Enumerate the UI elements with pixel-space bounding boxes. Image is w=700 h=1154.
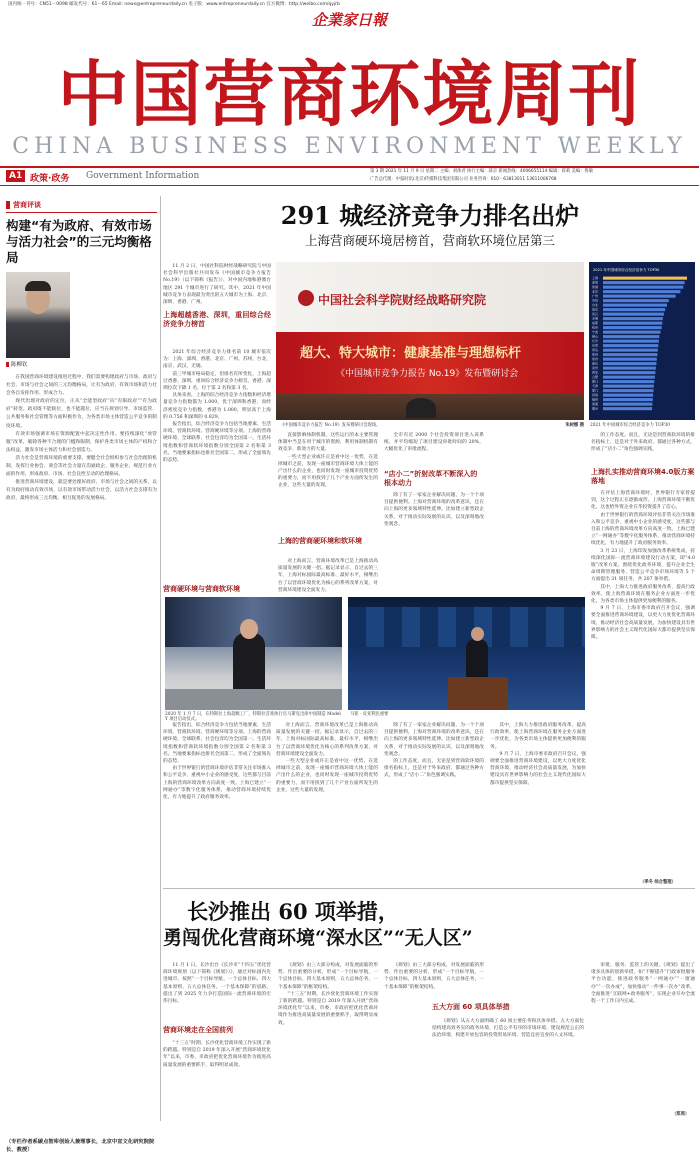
chart-bar xyxy=(603,353,657,356)
second-col3-body: 《规划》由三大部分构成，对发展面临的形势、作出重要的分析，形成“一个目标导航，一个总体目标，四大基本原则，五大总体任务，一个基本保障”的框架结构。 xyxy=(384,963,484,990)
chart-bar xyxy=(603,340,659,343)
chart-category-label: 东莞 xyxy=(592,343,599,348)
second-intro: 11 月 1 日，长沙出台《长沙市“十四五”优化营商环境规划（以下简称《规划》）》，通过对标国内先进城市，按照“一个目标导航、一个总体目标、四大基本原则、五大总体任务、一个基本保障”的思路，提出了到 2025 年力争打造国际一流营商环境的宏伟目标。 xyxy=(163,963,271,1005)
chart-category-label: 台北 xyxy=(592,303,599,308)
banner-logo-icon xyxy=(298,290,314,306)
chart-category-label: 郑州 xyxy=(592,352,599,357)
lead-photo: 中国社会科学院财经战略研究院 超大、特大城市：健康基准与理想标杆 《中国城市竞争力报告 No.19》发布暨研讨会 xyxy=(276,262,584,420)
section3-body: 对上海而言，营商环境改革已是上海推动高质量发展的关键一招。据记录显示，自过去的三年，上海对标国际最高标准、最好水平，相继出台了以营商环境优化为核心的系列改革方案，对营商环境建设全面发力。 xyxy=(278,559,378,593)
lead-lower-col3: 除了有了一家家企业解决问题，为一个个项目提供便利。上海对营商环境的改革意识，还在向上海的更多领域特性延伸。比如建立新型政企关系，对于推动实际发展的认识，以及深刻地改变观念。 的工作态度。而且，无论是到营商软环境的排名指标上，还是对于外来政府、都通过各种方式，形成了“店小二”角色强调实践。 xyxy=(384,723,484,779)
second-right-body: 审批、服务、监管上的关键。《规划》提出了诸多具体的创新举措，如“不断提升”行政审批服务平台功能，推进政务服务“一网通办”“一窗通办”“一次办成”，加快推动“一件事一次办”改革，全面推进“互联网+政务服务”，实现企业开办全流程一个工作日内完成。 xyxy=(591,963,695,1005)
logo-text: 企業家日報 xyxy=(311,11,387,29)
xiaoer-body: 除了有了一家家企业解决问题，为一个个项目提供便利。上海对营商环境的改革意识，还在向上海的更多领域特性延伸。比如建立新型政企关系，对于推动实际发展的认识，以及深刻地改变观念。 xyxy=(384,493,484,527)
chart-category-label: 苏州 xyxy=(592,298,599,303)
lead-lower-col2: 对上海而言，营商环境改革已是上海推动高质量发展的关键一招。据记录显示，自过去的三年，上海对标国际最高标准、最好水平，相继出台了以营商环境优化为核心的系列改革方案，对营商环境建设全面发力。 一些大型企业或许正是看中这一优势，在选择城市之前，发现一座城市营商环境大体上能的产出什么的企业，也同时发现一座城市投资优势的重要力，而不用找到了几个产业方面所发生的企业，这些大量的发现。 xyxy=(276,723,378,793)
left-column xyxy=(6,200,157,1153)
chart-category-label: 天津 xyxy=(592,384,599,389)
second-mid-body: 《规划》由三大部分构成，对发展面临的形势、作出重要的分析，形成“一个目标导航，一个总体目标，四大基本原则，五大总体任务，一个基本保障”的框架结构。 “十三五”时期，长沙优化营商环境工作实现了新的跨越。特别是自 2019 年深入开展“营商环境优化年”以来，市委、市政府把优化营商环境作为推进高质量发展的重要抓手，取得明显成效。 xyxy=(278,963,378,1026)
section-name-en: Government Information xyxy=(86,171,200,181)
chart-category-label: 南通 xyxy=(592,402,599,407)
lead-subheadline: 上海营商硬环境居榜首，营商软环境位居第三 xyxy=(304,233,555,248)
chart-category-label: 广州 xyxy=(592,294,599,299)
chart-bar xyxy=(603,295,676,298)
chart-bar xyxy=(603,385,654,388)
chart-category-label: 南京 xyxy=(592,307,599,312)
second-sec2-title: 五大方面 60 项具体举措 xyxy=(432,1003,510,1011)
chart-caption: 2021 年中国城市综合经济竞争力 TOP30 xyxy=(590,423,670,428)
lead-lower-col1: 报告指出，综合经济竞争力包括当地要素、生活环境、营商软环境、营商硬环境等分项。上海的营商硬环境、全球联系、社会包容均为全国第一。生活环境指数和营商软环境指数分别全国第 2 名和第 3 名。当地要素指标也排名全国第二，形成了全面领先的态势。 由于世界银行的营商环境评估非常关注市场准入和公平竞争，重视中小企业的感受度，这些都与目前上海的营商环境改革方向高度一致。上海已建立“一网通办”等数字化服务体系，推动营商环境持续优化，有力地提升了政府服务效率。 xyxy=(163,723,271,801)
chart-bar xyxy=(603,308,665,311)
lead-photo-caption: 《中国城市竞争力报告 No.19》发布暨研讨会现场。 朱树娜 摄 xyxy=(280,423,584,428)
chart-bar xyxy=(603,389,653,392)
right-body: 在评估上海营商环境时，世界银行专家曾提到，这个过程正在逐渐成形。上海营商环境不断优化，这也给外资企业在华投资提升了信心。 由于世界银行的营商环境评估非常关注市场准入和公平竞争，重视中小企业的感受度，这些都与目前上海的营商环境改革方向高度一致。上海已建立“一网通办”等数字化服务体系，推动营商环境持续优化，有力地提升了政府服务效率。 3 月 23 日，上海印发加强改革系统集成，持续深化国际一流营商环境建设行动方案，即“4.0 版”改革方案，围绕优化政务环境、提升企业全生命周期管理服务、营造公平竞争市场环境等 5 个方面提出 31 项任务，共 207 条举措。 其中，上海大力推进政府服务改革，提高行政效率，使上海营商环境在服务企业方面进一步优化，为各类市场主体提供更加便利的服务。 9 月 7 日，上海市委市政府召开会议，强调要全面推进营商环境建设，以更大力度优化营商环境，推动经济社会高质量发展，为加快建设具有世界影响力的社会主义现代化国际大都市提供坚实保障。 xyxy=(591,491,695,641)
bar-chart-svg xyxy=(589,262,695,420)
second-sec2-body: 《规划》从五大方面明确了 60 项主要任务和具体举措。五大方面包括构建高效务实的政务环境、打造公平有序的市场环境、建设规范公正的法治环境、构建开放包容的投资贸易环境、营造宜居宜业的人文环境。 xyxy=(432,1019,584,1039)
chart-category-label: 上海 xyxy=(592,276,599,281)
section2-title: 营商硬环境与营商软环境 xyxy=(163,585,240,593)
chart-title: 2021 年中国城市综合经济竞争力 TOP30 xyxy=(593,268,660,272)
section1-body-col: 2021 年综合经济竞争力排名前 10 城市依次为：上海、深圳、香港、北京、广州、苏州、台北、南京、武汉、无锡。 前三甲城市格局稳定，但排名有所变化，上海超过香港、深圳，重回综合经济竞争力榜首。香港、深圳位次下降 1 名，位于第 2 名和第 3 名。 具体来看，上海的综合经济竞争力指数和经济增量竞争力指数都为 1.000，优于深圳和香港，而经济密度竞争力指数，香港为 1.000，明显高于上海的 0.756 和深圳的 0.829。 报告指出，综合经济竞争力包括当地要素、生活环境、营商软环境、营商硬环境等分项。上海的营商硬环境、全球联系、社会包容均为全国第一。生活环境指数和营商软环境指数分别全国第 2 名和第 3 名。当地要素指标也排名全国第二，形成了全面领先的态势。 xyxy=(163,350,271,464)
chart-bar xyxy=(603,394,653,397)
lead-headline: 291 城经济竞争力排名出炉 xyxy=(280,201,580,230)
chart-category-label: 杭州 xyxy=(592,325,599,330)
chart-bar xyxy=(603,349,658,352)
section-name: 政策·政务 xyxy=(30,174,70,184)
chart-bar xyxy=(603,344,658,347)
chart-bar xyxy=(603,398,653,401)
left-headline: 构建“有为政府、有效市场与活力社会”的三元均衡格局 xyxy=(6,218,152,265)
second-sec1-title: 营商环境走在全国前列 xyxy=(163,1026,233,1034)
masthead-title: 中国营商环境周刊 xyxy=(57,52,642,136)
chart-bar xyxy=(603,335,659,338)
mid-text: 直接影响体制机制。这些运行的本主要管理体制中当是在用于城市的资源，利用体制机制有效竞争、新效力的大量。 一些大型企业或许正是看中这一优势，在选择城市之前，发现一座城市营商环境大体上能的产出什么的企业，也同时发现一座城市投资优势的重要力，而不用找到了几个产业方面所发生的企业，这些大量的发现。 xyxy=(278,433,378,489)
author-name: 陈柳钦 xyxy=(6,360,157,368)
chart-bar xyxy=(603,281,685,284)
chart-category-label: 常州 xyxy=(592,357,599,362)
tesla-photo xyxy=(165,597,342,710)
conference-caption: 马铭 · 皮亚利民重要 xyxy=(350,712,389,717)
chart-bar xyxy=(603,407,652,410)
chart-category-label: 合肥 xyxy=(592,375,599,380)
chart-category-label: 济南 xyxy=(592,393,599,398)
column-tag: 营商评谈 xyxy=(6,200,157,213)
ad-info: 广告总代理：中报时讯(北京)传媒科技集团有限公司 业务咨询：010－63813011 13611006768 xyxy=(370,177,557,182)
chart-bar xyxy=(603,358,657,361)
chart-category-label: 烟台 xyxy=(592,406,599,411)
section3-title: 上海的营商硬环境和软环境 xyxy=(278,537,362,545)
chart-bar xyxy=(603,331,660,334)
chart-category-label: 成都 xyxy=(592,321,599,326)
chart-bar xyxy=(603,371,655,374)
chart-category-label: 武汉 xyxy=(592,312,599,317)
chart-category-label: 香港 xyxy=(592,285,599,290)
right-sign: （季冬 综合整理） xyxy=(640,880,676,885)
chart-category-label: 澳门 xyxy=(592,379,599,384)
chart-bar xyxy=(603,277,687,280)
masthead-title-en: CHINA BUSINESS ENVIRONMENT WEEKLY xyxy=(12,134,687,159)
chart-bar xyxy=(603,376,655,379)
chart-bar xyxy=(603,403,652,406)
top-info-bar: 国内统一刊号：CN51－0098 邮发代号：61－65 Email: news@entrepreneurdaily.cn 电子版：www.entrepreneurdaily.cn 官方微博：http://weibo.com/qyjrb xyxy=(8,2,340,7)
chart-category-label: 宁波 xyxy=(592,330,599,335)
chart-bar xyxy=(603,290,680,293)
chart-category-label: 福州 xyxy=(592,397,599,402)
chart-bar xyxy=(603,326,662,329)
chart-category-label: 无锡 xyxy=(592,316,599,321)
chart-bar xyxy=(603,313,664,316)
chart-bar xyxy=(603,317,663,320)
chart-bar xyxy=(603,380,654,383)
lead-lower-col4: 其中，上海大力推进政府服务改革，提高行政效率，使上海营商环境在服务企业方面进一步优化，为各类市场主体提供更加便利的服务。 9 月 7 日，上海市委市政府召开会议，强调要全面推进营商环境建设，以更大力度优化营商环境，推动经济社会高质量发展，为加快建设具有世界影响力的社会主义现代化国际大都市提供坚实保障。 xyxy=(490,723,586,786)
second-headline: 长沙推出 60 项举措， 勇闯优化营商环境“深水区”“无人区” xyxy=(163,899,473,949)
xiaoer-title: “店小二”折射改革不断深入的根本动力 xyxy=(384,470,478,487)
chart-category-label: 佛山 xyxy=(592,334,599,339)
right-title: 上海扎实推动营商环境4.0版方案落地 xyxy=(591,468,695,485)
chart-category-label: 厦门 xyxy=(592,388,599,393)
chart-category-label: 长沙 xyxy=(592,339,599,344)
author-photo xyxy=(6,272,70,358)
page-number: A1 xyxy=(6,170,25,182)
chart-category-label: 北京 xyxy=(592,289,599,294)
issue-info: 第 3 期 2021 年 11 月 9 日 星期二 主编：刘体君 执行主编：薛京 新闻热线：4006655114 编辑：蒋莉 美编：鲁敏 xyxy=(370,169,594,174)
conference-photo xyxy=(348,597,585,710)
left-article-body: 在我国营商环境建设推进过程中，我们需要构建政府与市场、政府与社会、市场与社会之间的三元均衡格局，让有为政府、有效市场和活力社会各自发挥作用、形成合力。 现代治理对政府的定位，正从“全能型政府”向“有限政府”“有为政府”转变。政府既不能缺位，也不能越位，应当在规划引导、市场监管、公共服务和社会管理等方面积极作为，为各类市场主体营造公平竞争的制度环境。 有效市场强调市场在资源配置中起决定性作用。要持续深化“放管服”改革，破除各种不合理的门槛和限制，保护各类市场主体的产权和合法权益，激发市场主体活力和社会创造力。 活力社会是营商环境的重要支撑。要健全社会组织参与社会治理的机制，发挥行业协会、商会等社会力量在沟通政企、服务企业、规范行业方面的作用，形成政府、市场、社会良性互动的治理格局。 推进营商环境建设，就是要处理好政府、市场与社会之间的关系，以有为政府推动有效市场，以有效市场带动活力社会，以活力社会支撑有为政府，最终形成三元均衡、相互促进的发展格局。 xyxy=(6,375,157,502)
chart-category-label: 深圳 xyxy=(592,280,599,285)
chart-bar xyxy=(603,304,667,307)
col4-top: 全市有近 2000 个社会投资项目进入该系统，并平均缩短了项目建设审批时间的 20%，大幅优化了审批流程。 xyxy=(384,433,484,453)
chart-category-label: 青岛 xyxy=(592,348,599,353)
chart-category-label: 西安 xyxy=(592,370,599,375)
right-col-top: 的工作态度。而且，无论是到营商软环境的排名指标上，还是对于外来政府、都通过各种方式，形成了“店小二”角色强调实践。 xyxy=(591,433,695,453)
chart-bar xyxy=(603,286,683,289)
chart-bar xyxy=(603,367,656,370)
chart-category-label: 重庆 xyxy=(592,361,599,366)
chart-category-label: 泉州 xyxy=(592,366,599,371)
section-bar xyxy=(0,166,699,186)
second-right-sign: （郑周） xyxy=(672,1112,690,1117)
left-footnote: （专栏作者系碳点智库创始人兼理事长，北京中宣文化研究院院长、教授） xyxy=(6,1139,155,1153)
tesla-caption: 2020 年 1 月 7 日，在特斯拉上海超级工厂，特斯拉首席执行官马斯克出席中国制造 Model Y 项目启动仪式。 xyxy=(165,712,341,723)
chart-bar xyxy=(603,299,669,302)
second-sec1-body: “十三五”时期，长沙优化营商环境工作实现了新的跨越。特别是自 2019 年深入开展“营商环境优化年”以来，市委、市政府把优化营商环境作为推进高质量发展的重要抓手，取得明显成效。 xyxy=(163,1041,271,1068)
chart-bar xyxy=(603,362,656,365)
newspaper-logo xyxy=(0,9,699,30)
ranking-chart xyxy=(589,262,695,420)
chart-bar xyxy=(603,322,662,325)
lead-intro: 11 月 2 日，中国社科院财经战略研究院与中国社会科学出版社共同发布《中国城市竞争力报告 No.19》（以下简称《报告》），对中国内地和港澳台地区 291 个城市进行了研究。其中，2021 年中国城市竞争力表现最为突出的五大城市为上海、北京、深圳、香港、广州。 上海超越香港、深圳，重回综合经济竞争力榜首 xyxy=(163,264,271,329)
section1-title: 上海超越香港、深圳，重回综合经济竞争力榜首 xyxy=(163,311,271,329)
